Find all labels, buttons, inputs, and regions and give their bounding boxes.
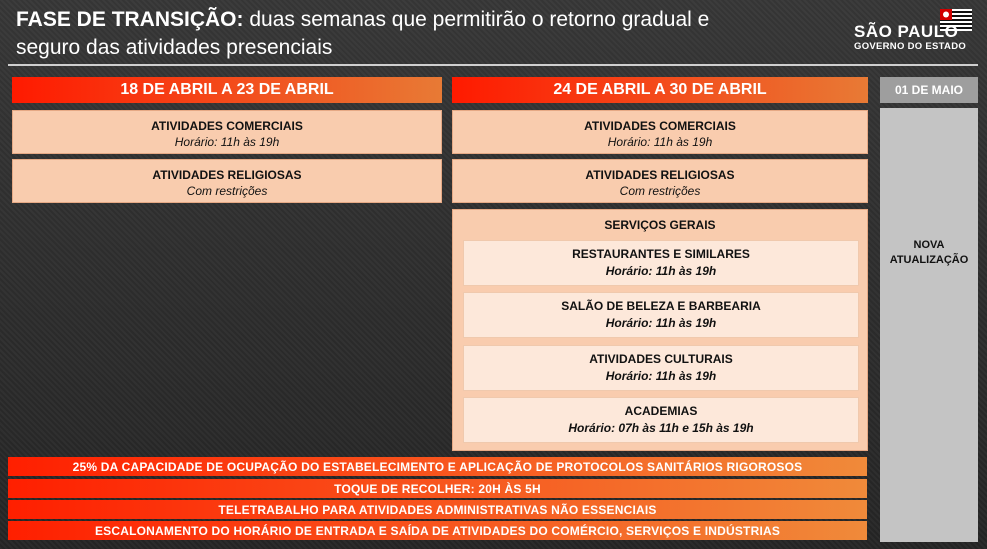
activity-card <box>12 159 442 203</box>
activity-card <box>12 110 442 154</box>
logo-name: SÃO PAULO <box>854 22 959 41</box>
service-detail: Horário: 11h às 19h <box>605 264 717 278</box>
service-card <box>463 345 859 391</box>
column-header-period-2: 24 DE ABRIL A 30 DE ABRIL <box>452 77 868 103</box>
rule-bar-capacity: 25% DA CAPACIDADE DE OCUPAÇÃO DO ESTABELECIMENTO E APLICAÇÃO DE PROTOCOLOS SANITÁRIOS RIGOROSOS <box>8 457 867 476</box>
title-rest: duas semanas que permitirão o retorno gradual e seguro das atividades presenciais <box>16 8 710 59</box>
rule-bar-staggered-hours: ESCALONAMENTO DO HORÁRIO DE ENTRADA E SAÍDA DE ATIVIDADES DO COMÉRCIO, SERVIÇOS E INDÚSTRIAS <box>8 521 867 540</box>
services-group <box>452 209 868 451</box>
service-card <box>463 240 859 286</box>
rule-bar-telework: TELETRABALHO PARA ATIVIDADES ADMINISTRATIVAS NÃO ESSENCIAIS <box>8 500 867 519</box>
service-title: RESTAURANTES E SIMILARES <box>572 247 750 261</box>
service-card <box>463 397 859 443</box>
future-update-panel <box>880 108 978 542</box>
activity-title: ATIVIDADES RELIGIOSAS <box>585 168 735 182</box>
service-card <box>463 292 859 338</box>
service-detail: Horário: 07h às 11h e 15h às 19h <box>568 421 754 435</box>
activity-detail: Com restrições <box>186 184 268 198</box>
activity-detail: Horário: 11h às 19h <box>174 135 280 149</box>
logo-subtitle: GOVERNO DO ESTADO <box>854 41 967 52</box>
activity-detail: Com restrições <box>619 184 701 198</box>
service-detail: Horário: 11h às 19h <box>605 316 717 330</box>
column-header-period-3: 01 DE MAIO <box>880 77 978 103</box>
service-detail: Horário: 11h às 19h <box>605 369 717 383</box>
activity-title: ATIVIDADES COMERCIAIS <box>151 119 303 133</box>
service-title: SALÃO DE BELEZA E BARBEARIA <box>561 299 761 313</box>
activity-card <box>452 110 868 154</box>
service-title: ATIVIDADES CULTURAIS <box>589 352 733 366</box>
activity-card <box>452 159 868 203</box>
government-logo <box>852 6 977 54</box>
rule-bar-curfew: TOQUE DE RECOLHER: 20H ÀS 5H <box>8 479 867 498</box>
activity-title: ATIVIDADES COMERCIAIS <box>584 119 736 133</box>
title-lead: FASE DE TRANSIÇÃO: <box>16 8 244 31</box>
service-title: ACADEMIAS <box>624 404 698 418</box>
column-header-period-1: 18 DE ABRIL A 23 DE ABRIL <box>12 77 442 103</box>
page-title <box>16 6 776 62</box>
activity-title: ATIVIDADES RELIGIOSAS <box>152 168 302 182</box>
header-divider <box>8 64 978 66</box>
services-group-title: SERVIÇOS GERAIS <box>604 218 716 232</box>
activity-detail: Horário: 11h às 19h <box>607 135 713 149</box>
future-update-note: NOVA ATUALIZAÇÃO <box>889 238 969 266</box>
